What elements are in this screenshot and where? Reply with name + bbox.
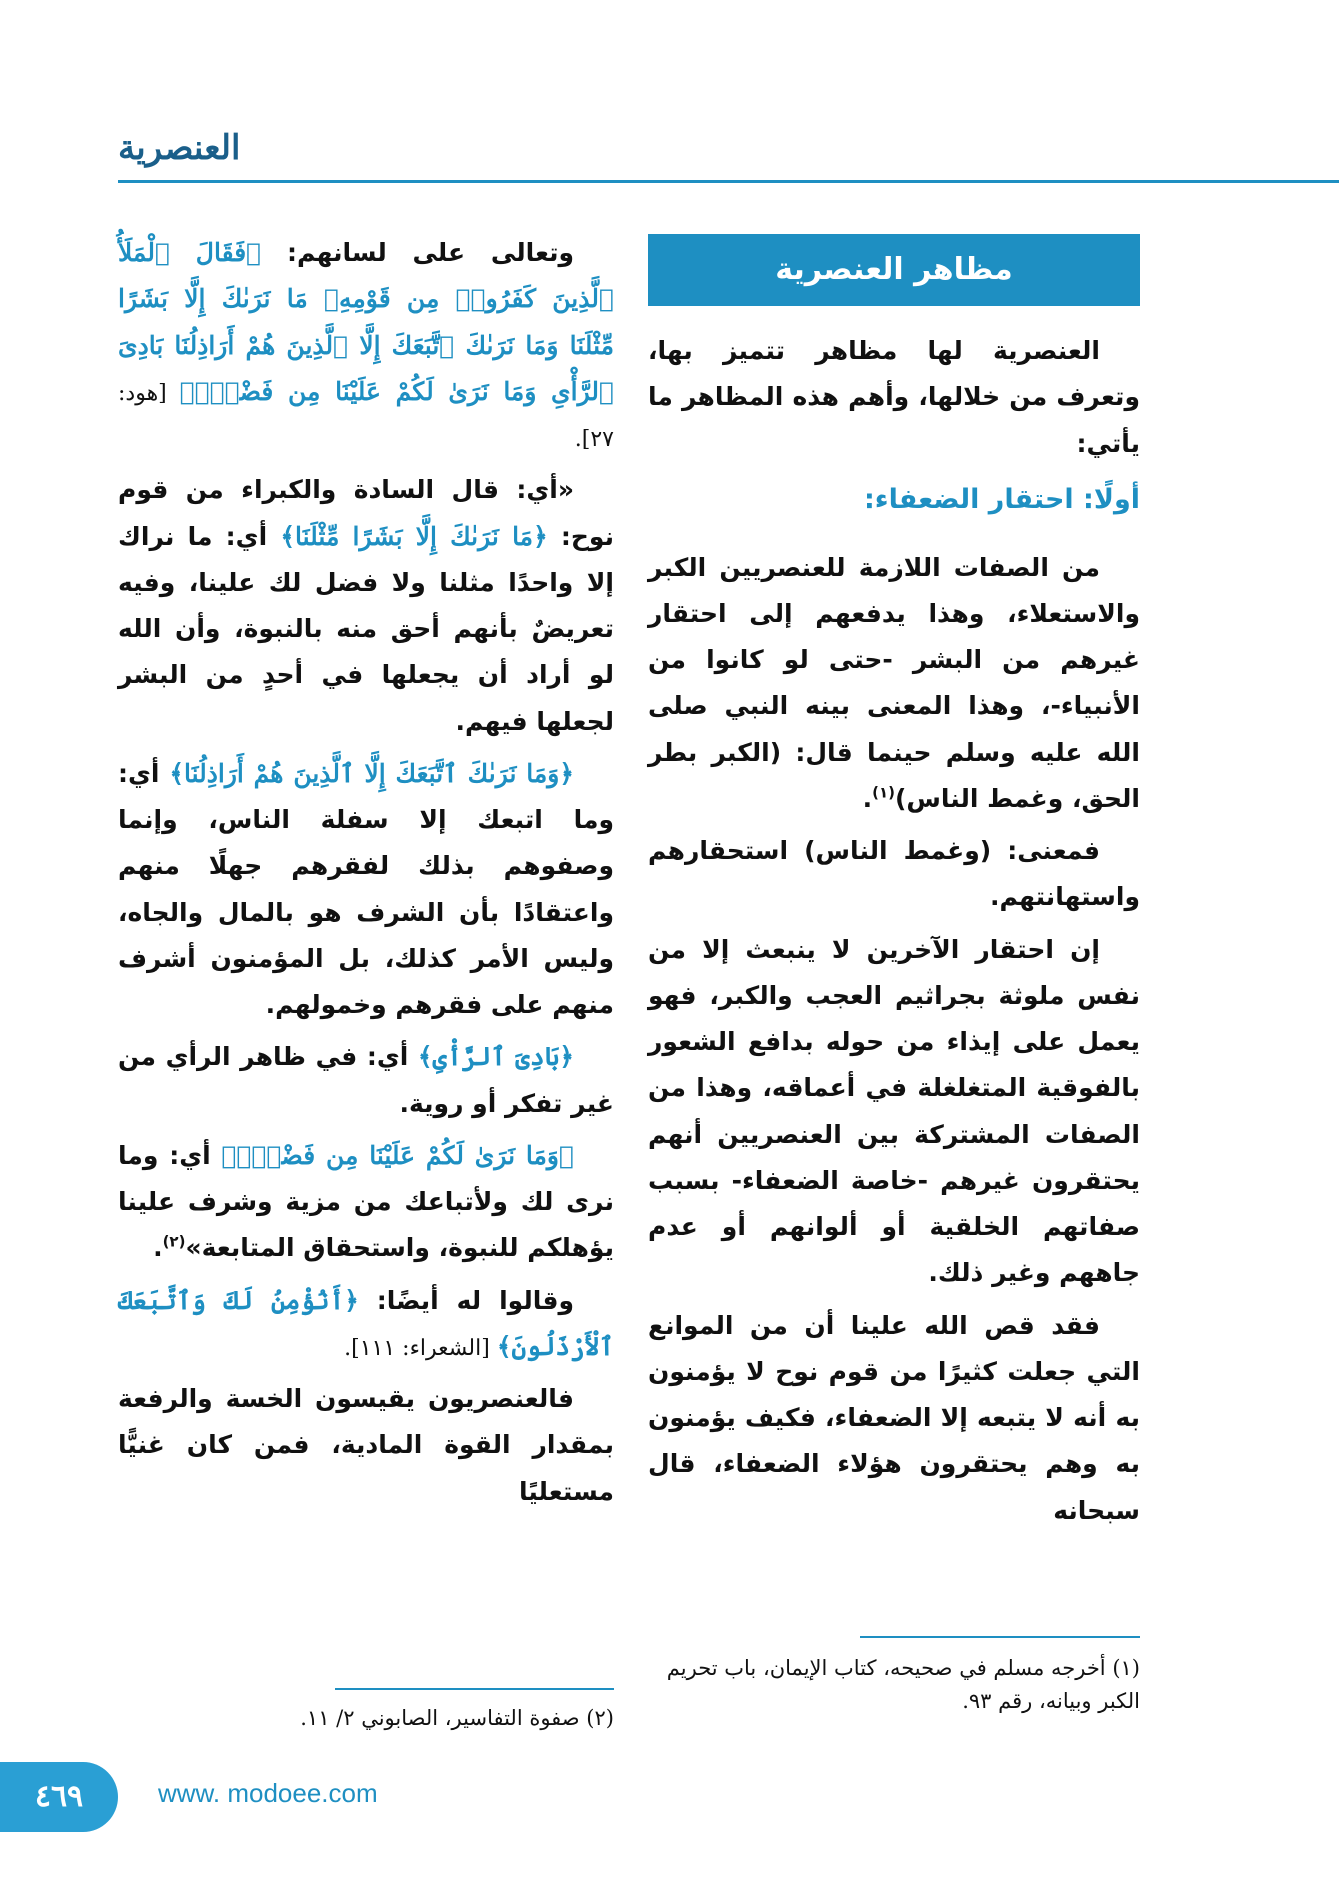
quran-verse: ﴿بَادِىَ ٱلرَّأْىِ﴾	[417, 1042, 574, 1072]
right-column	[648, 234, 1140, 1540]
paragraph-text: من الصفات اللازمة للعنصريين الكبر والاستعلاء، وهذا يدفعهم إلى احتقار غيرهم من البشر -حتى لو كانوا من الأنبياء-، وهذا المعنى بينه النبي صلى الله عليه وسلم حينما قال:	[648, 552, 1140, 767]
verse-reference: [الشعراء: ١١١].	[344, 1335, 497, 1361]
paragraph-merit	[118, 1133, 614, 1272]
paragraph-arrogance	[648, 545, 1140, 823]
footnote-1: (١) أخرجه مسلم في صحيحه، كتاب الإيمان، باب تحريم الكبر وبيانه، رقم ٩٣.	[666, 1656, 1140, 1713]
verse-reference: [هود: ٢٧].	[118, 380, 614, 452]
footnote-divider-right	[860, 1636, 1140, 1638]
intro-paragraph: العنصرية لها مظاهر تتميز بها، وتعرف من خلالها، وأهم هذه المظاهر ما يأتي:	[648, 336, 1140, 458]
left-column	[118, 230, 614, 1521]
paragraph-text: وقالوا له أيضًا:	[358, 1285, 574, 1315]
footnote-2: (٢) صفوة التفاسير، الصابوني ٢/ ١١.	[300, 1706, 614, 1730]
paragraph-followers	[118, 751, 614, 1029]
subheading-despising-weak: أولًا: احتقار الضعفاء:	[864, 483, 1140, 515]
paragraph-quran-hud	[118, 230, 614, 461]
paragraph-contempt: إن احتقار الآخرين لا ينبعث إلا من نفس ملوثة بجراثيم العجب والكبر، فهو يعمل على إيذاء من حوله بدافع الشعور بالفوقية المتغلغلة في أعماقه، وهذا من الصفات المشتركة بين العنصريين أنهم يحتقرون غيرهم -خاصة الضعفاء- بسبب صفاتهم الخلقية أو ألوانهم أو عدم جاههم وغير ذلك.	[648, 934, 1140, 1288]
paragraph-opinion	[118, 1034, 614, 1127]
website-link[interactable]: www. modoee.com	[158, 1778, 378, 1808]
section-title-box: مظاهر العنصرية	[648, 234, 1140, 306]
header-divider	[118, 180, 1339, 183]
paragraph-text: أي: في ظاهر الرأي من غير تفكر أو روية.	[118, 1042, 614, 1118]
page-number-badge: ٤٦٩	[0, 1762, 118, 1832]
quran-verse: ﴿وَمَا نَرَىٰكَ ٱتَّبَعَكَ إِلَّا ٱلَّذِينَ هُمْ أَرَاذِلُنَا﴾	[169, 758, 574, 788]
hadith-quote: (الكبر بطر الحق، وغمط الناس)	[648, 737, 1140, 813]
paragraph-meaning: فمعنى: (وغمط الناس) استحقارهم واستهانتهم.	[648, 836, 1140, 912]
paragraph-text: «أي: قال السادة والكبراء من قوم نوح:	[118, 475, 614, 551]
quran-verse: ﴿فَقَالَ ٱلْمَلَأُ ٱلَّذِينَ كَفَرُوا۟ مِن قَوْمِهِۦ مَا نَرَىٰكَ إِلَّا بَشَرًا مِّثْلَنَا وَمَا نَرَىٰكَ ٱتَّبَعَكَ إِلَّا ٱلَّذِينَ هُمْ أَرَاذِلُنَا بَادِىَ ٱلرَّأْىِ وَمَا نَرَىٰ لَكُمْ عَلَيْنَا مِن فَضْلٍۭ﴾	[118, 238, 614, 406]
footnote-marker: (١)	[872, 783, 895, 802]
quran-verse: ﴿مَا نَرَىٰكَ إِلَّا بَشَرًا مِّثْلَنَا﴾	[280, 521, 548, 551]
quran-verse: ﴿أَنُؤْمِنُ لَكَ وَٱتَّبَعَكَ ٱلْأَرْذَلُونَ﴾	[118, 1285, 614, 1361]
running-header-title: العنصرية	[118, 128, 241, 168]
footnote-divider-left	[335, 1688, 614, 1690]
paragraph-text: أي: ما نراك إلا واحدًا مثلنا ولا فضل لك علينا، وفيه تعريضٌ بأنهم أحق منه بالنبوة، وأن الله لو أراد أن يجعلها في أحدٍ من البشر لجعلها فيهم.	[118, 521, 614, 736]
punctuation: .	[153, 1233, 163, 1263]
paragraph-tafsir	[118, 467, 614, 745]
quran-verse: ﴿وَمَا نَرَىٰ لَكُمْ عَلَيْنَا مِن فَضْلٍۭ﴾	[221, 1140, 574, 1170]
punctuation: .	[862, 783, 873, 813]
paragraph-text: أي: وما نرى لك ولأتباعك من مزية وشرف علينا يؤهلكم للنبوة، واستحقاق المتابعة»	[118, 1140, 614, 1263]
paragraph-shuara	[118, 1278, 614, 1371]
paragraph-text: وتعالى على لسانهم:	[261, 238, 575, 267]
paragraph-racists-measure: فالعنصريون يقيسون الخسة والرفعة بمقدار القوة المادية، فمن كان غنيًّا مستعليًا	[118, 1384, 614, 1506]
paragraph-noah-people: فقد قص الله علينا أن من الموانع التي جعلت كثيرًا من قوم نوح لا يؤمنون به أنه لا يتبعه إلا الضعفاء، فكيف يؤمنون به وهم يحتقرون هؤلاء الضعفاء، قال سبحانه	[648, 1310, 1140, 1525]
paragraph-text: أي: وما اتبعك إلا سفلة الناس، وإنما وصفوهم بذلك لفقرهم جهلًا منهم واعتقادًا بأن الشرف هو بالمال والجاه، وليس الأمر كذلك، بل المؤمنون أشرف منهم على فقرهم وخمولهم.	[118, 758, 614, 1019]
footnote-marker: (٢)	[162, 1232, 186, 1251]
